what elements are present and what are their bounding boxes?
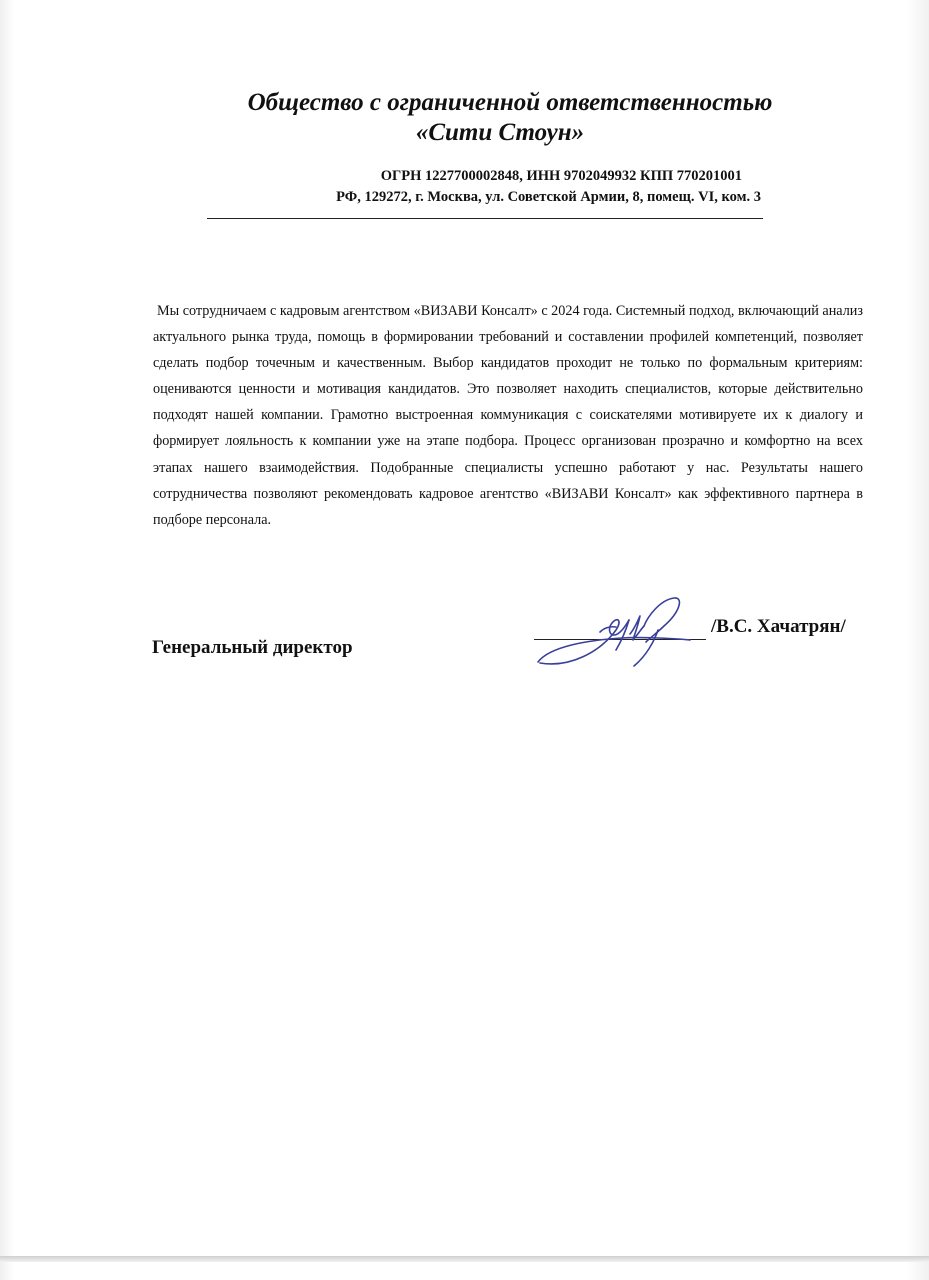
registration-numbers: ОГРН 1227700002848, ИНН 9702049932 КПП 770201001 <box>380 168 742 184</box>
letter-body: Мы сотрудничаем с кадровым агентством «ВИЗАВИ Консалт» с 2024 года. Системный подход, включающий анализ актуального рынка труда, помощь в формировании требований и составлении профилей компетенций, позволяет сделать подбор точечным и качественным. Выбор кандидатов проходит не только по формальным критериям: оцениваются ценности и мотивация кандидатов. Это позволяет находить специалистов, которые действительно подходят нашей компании. Грамотно выстроенная коммуникация с соискателями мотивируете их к диалогу и формирует лояльность к компании уже на этапе подбора. Процесс организован прозрачно и комфортно на всех этапах нашего взаимодействия. Подобранные специалисты успешно работают у нас. Результаты нашего сотрудничества позволяют рекомендовать кадровое агентство «ВИЗАВИ Консалт» как эффективного партнера в подборе персонала. <box>153 303 863 528</box>
signer-position: Генеральный директор <box>152 637 353 658</box>
scan-edge-bottom <box>0 1256 929 1262</box>
scan-shadow-right <box>907 0 929 1280</box>
signer-name: /В.С. Хачатрян/ <box>711 616 846 637</box>
company-address: РФ, 129272, г. Москва, ул. Советской Армии, 8, помещ. VI, ком. 3 <box>336 189 761 205</box>
scan-shadow-left <box>0 0 14 1280</box>
company-name-line2: «Сити Стоун» <box>415 119 585 146</box>
handwritten-signature <box>530 590 700 675</box>
letterhead-divider <box>207 218 763 219</box>
company-name-line1: Общество с ограниченной ответственностью <box>247 89 773 116</box>
